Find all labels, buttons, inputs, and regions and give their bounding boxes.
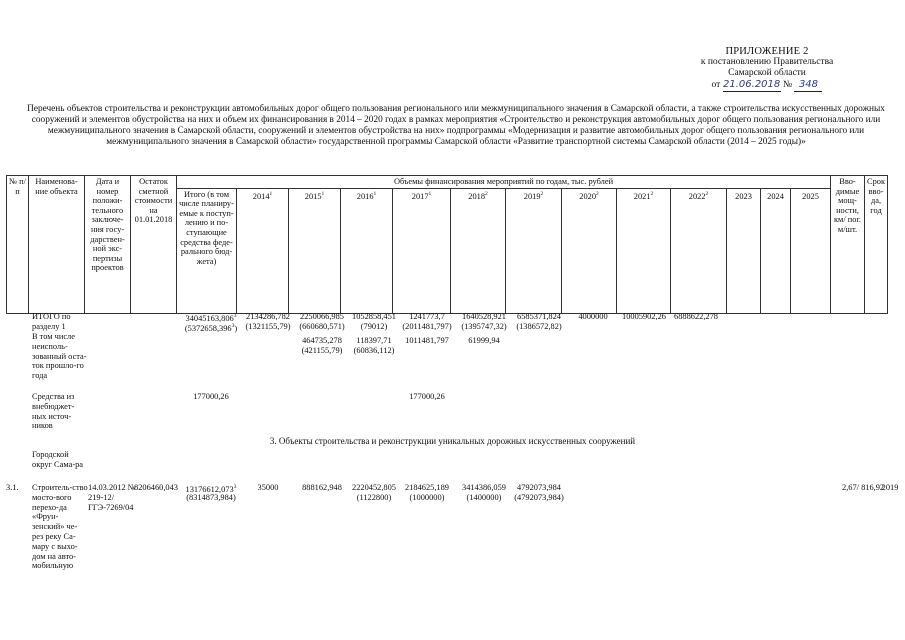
- section-3-heading: 3. Объекты строительства и реконструкции уникальных дорожных искусственных сооружений: [269, 436, 636, 446]
- item-number: 3.1.: [6, 483, 19, 492]
- item-2019-fed: (4792073,984): [514, 493, 564, 502]
- item-date: 14.03.2012 № 219-12/ГГЭ-7269/04: [88, 483, 136, 512]
- item-2016: 2220452,805: [352, 483, 396, 492]
- total-2018-fed: (1395747,32): [461, 322, 507, 331]
- year-header: 2025: [791, 188, 831, 313]
- year-header: 2015$^1$: [289, 188, 341, 313]
- item-capacity: 2,67/ 816,92: [842, 483, 885, 492]
- appendix-block: [667, 46, 867, 92]
- item-2017: 2184625,189: [405, 483, 449, 492]
- district-label: Городской округ Сама-ра: [32, 450, 84, 469]
- total-total: 34045163,806$^3$: [185, 313, 237, 323]
- col-capacity-header: Вво-димые мощ-ности, км/ пог. м/шт.: [831, 176, 865, 314]
- year-header: 2023: [727, 188, 761, 313]
- item-deadline: 2019: [881, 483, 899, 492]
- total-2022: 6888622,278: [674, 312, 718, 321]
- appendix-line2: Самарской области: [728, 68, 806, 78]
- col-no-header: № п/п: [7, 176, 29, 314]
- total-2016-fed: (79012): [360, 322, 388, 331]
- total-2016: 1052858,451: [352, 312, 396, 321]
- year-header: 2017$^1$: [393, 188, 451, 313]
- year-header: 2024: [761, 188, 791, 313]
- col-name-header: Наименова-ние объекта: [29, 176, 85, 314]
- unused-label: В том числе неисполь-зованный оста-ток прошло-го года: [32, 332, 87, 381]
- total-2014: 2134286,782: [246, 312, 290, 321]
- item-2018-fed: (1400000): [466, 493, 502, 502]
- item-2018: 3414386,059: [462, 483, 506, 492]
- unused-2017: 1011481,797: [405, 336, 449, 345]
- handwritten-date: 21.06.2018: [723, 79, 781, 90]
- unused-2016: 118397,71: [356, 336, 392, 345]
- total-total-fed: (5372658,396$^3$): [184, 323, 238, 333]
- total-2015: 2250066,985: [300, 312, 344, 321]
- appendix-date-line: [667, 79, 867, 92]
- from-label: от: [711, 80, 721, 90]
- item-total-fed: (8314873,984): [186, 493, 236, 502]
- unused-2018: 61999,94: [468, 336, 500, 345]
- total-2020: 4000000: [578, 312, 608, 321]
- col-total-header: Итого (в том числе планиру-емые к поступ-лению и по-ступающие средства феде-рального бюд-жета): [177, 188, 237, 313]
- appendix-line1: к постановлению Правительства: [700, 57, 834, 67]
- total-2021: 10005902,26: [622, 312, 666, 321]
- item-balance: 8206460,043: [134, 483, 178, 492]
- col-volume-header: Объемы финансирования мероприятий по годам, тыс. рублей: [177, 176, 831, 189]
- total-2018: 1640528,921: [462, 312, 506, 321]
- year-header: 2018$^2$: [451, 188, 506, 313]
- total-2017-fed: (2011481,797): [402, 322, 452, 331]
- year-header: 2021$^2$: [617, 188, 671, 313]
- total-2017: 1241773,7: [409, 312, 445, 321]
- total-2015-fed: (660680,571): [299, 322, 345, 331]
- year-header: 2022$^2$: [671, 188, 727, 313]
- item-2019: 4792073,984: [517, 483, 561, 492]
- col-deadline-header: Срок вво-да, год: [865, 176, 888, 314]
- handwritten-number: 348: [798, 79, 819, 90]
- item-2014: 35000: [257, 483, 279, 492]
- item-total: 13176612,073$^3$: [185, 484, 237, 494]
- total-2014-fed: (1321155,79): [245, 322, 291, 331]
- year-header: 2019$^2$: [506, 188, 562, 313]
- number-label: №: [783, 80, 793, 90]
- unused-2015: 464735,278: [302, 336, 342, 345]
- extra-2017: 177000,26: [409, 392, 445, 401]
- total-2019: 6585371,824: [517, 312, 561, 321]
- item-name: Строитель-ство мосто-вого перехо-да «Фрун-зенский» че-рез реку Са-мару с выхо-дом на авто-мобильную: [32, 483, 88, 571]
- header-table: [6, 175, 888, 314]
- col-date-header: Дата и номер положи-тельного заключе-ния госу-дарствен-ной экс-пертизы проектов: [85, 176, 131, 314]
- unused-2015-fed: (421155,79): [301, 346, 343, 355]
- col-balance-header: Остаток сметной стоимости на 01.01.2018: [131, 176, 177, 314]
- total-label: ИТОГО по разделу 1: [32, 312, 71, 331]
- item-2016-fed: (1122800): [356, 493, 392, 502]
- document-title: Перечень объектов строительства и реконструкции автомобильных дорог общего пользования регионального или межмуниципального значения в Самарской области, а также строительства искусственных дорожных сооружений и элементов обустройства на них и объем их финансирования в 2014 – 2020 годах в рамках мероприятия «Строительство и реконструкция автомобильных дорог общего пользования регионального или межмуниципального значения в Самарской области, сооружений и элементов обустройства на них» подпрограммы «Модернизация и развитие автомобильных дорог общего пользования регионального или межмуниципального значения в Самарской области» государственной программы Самарской области «Развитие транспортной системы Самарской области (2014 – 2025 годы)»: [27, 104, 885, 147]
- total-2019-fed: (1386572,82): [516, 322, 562, 331]
- unused-2016-fed: (60836,112): [353, 346, 395, 355]
- year-header: 2020$^2$: [562, 188, 617, 313]
- item-2015: 888162,948: [302, 483, 342, 492]
- year-header: 2016$^1$: [341, 188, 393, 313]
- extra-total: 177000,26: [193, 392, 229, 401]
- appendix-heading: ПРИЛОЖЕНИЕ 2: [725, 46, 809, 57]
- year-header: 2014$^1$: [237, 188, 289, 313]
- extra-label: Средства из внебюджет-ных источ-ников: [32, 392, 75, 431]
- item-2017-fed: (1000000): [409, 493, 445, 502]
